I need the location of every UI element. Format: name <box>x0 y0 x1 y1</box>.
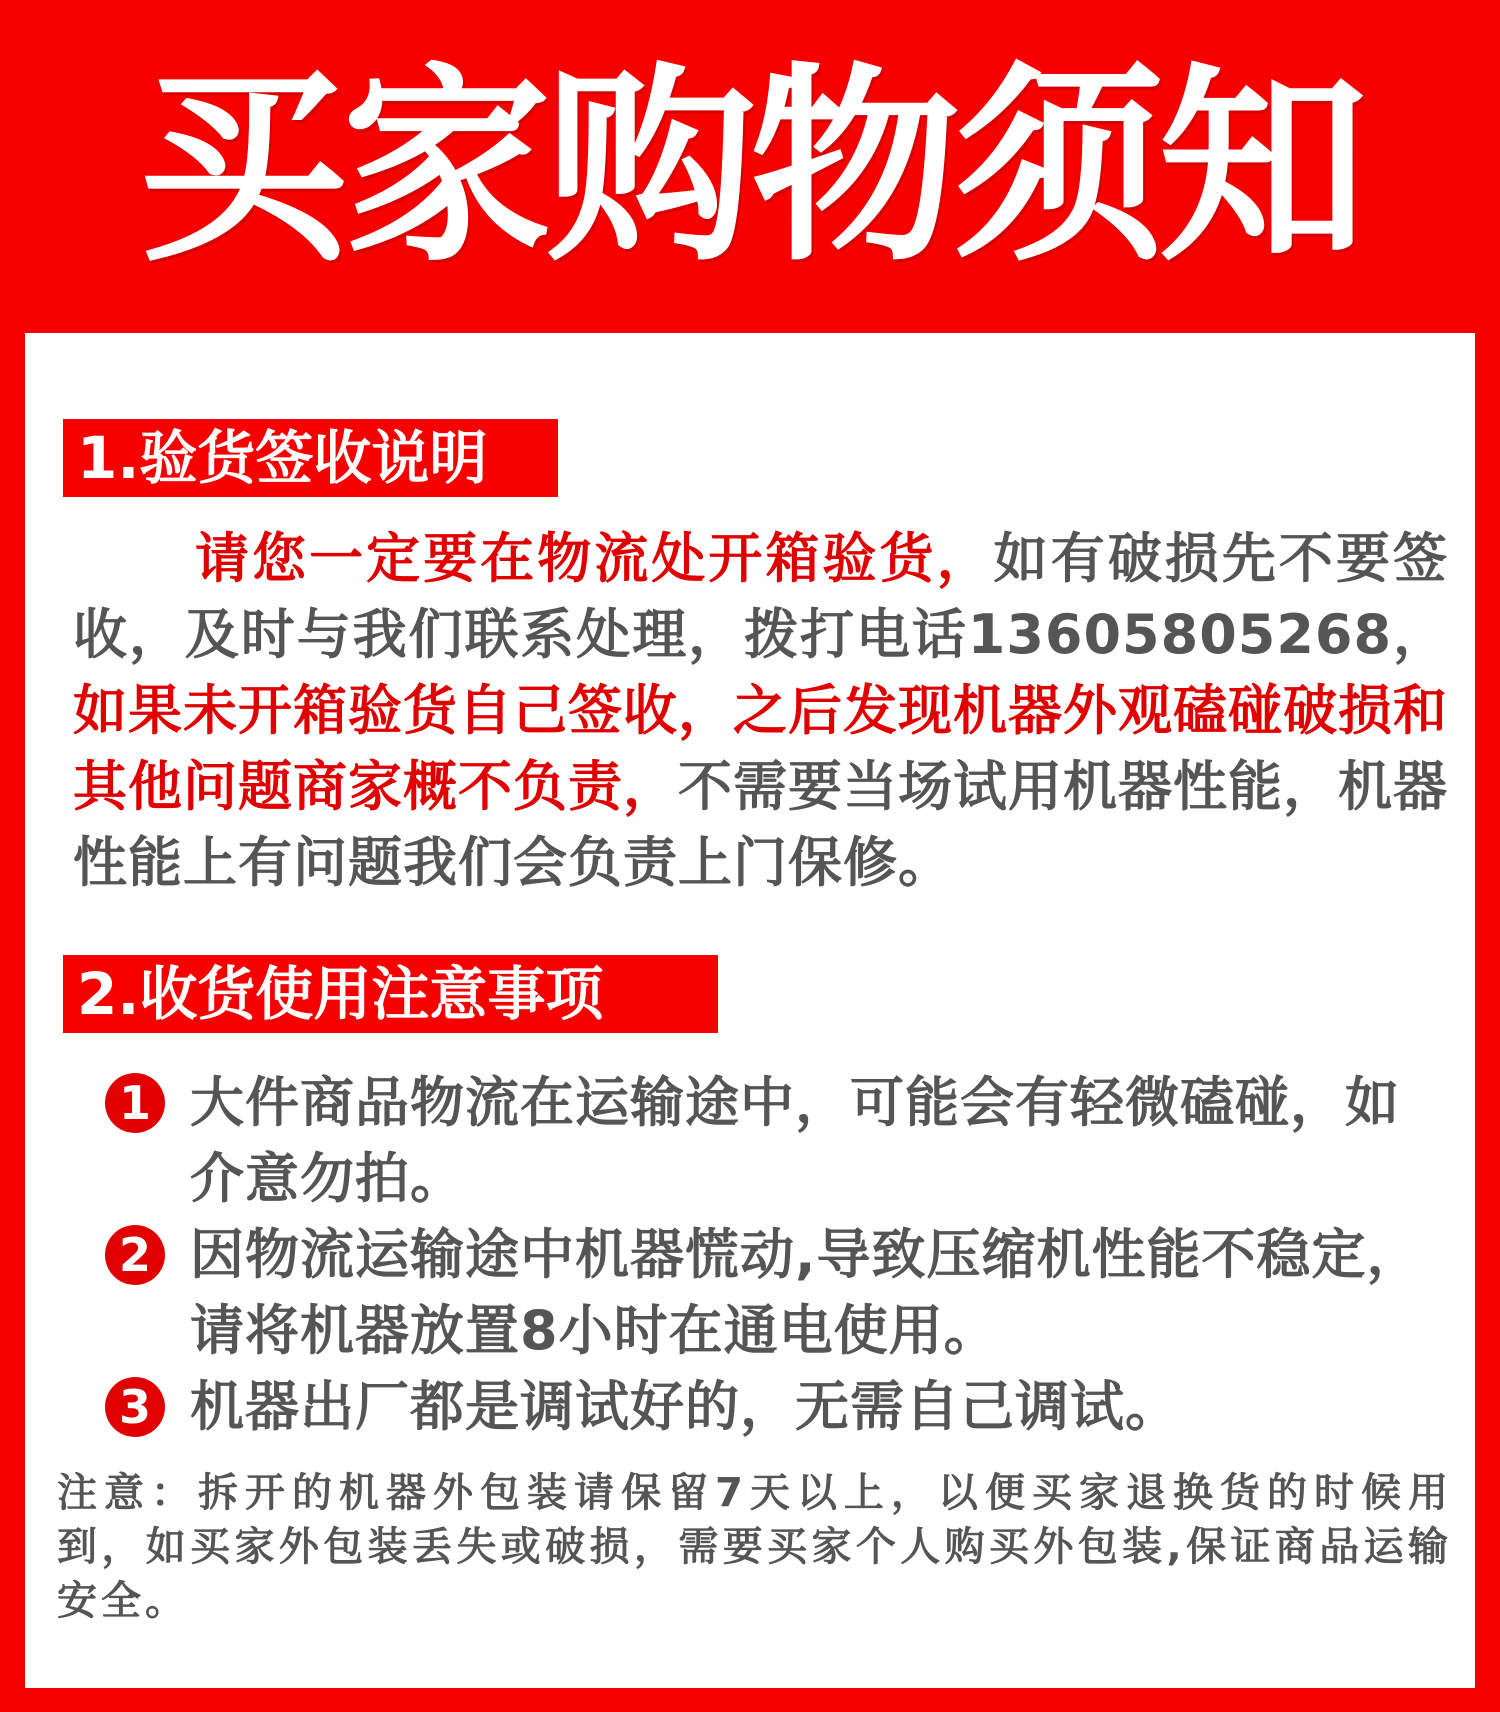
page-title: 买家购物须知 <box>137 43 1362 290</box>
packaging-note: 注意：拆开的机器外包装请保留7天以上，以便买家退换货的时候用到，如买家外包装丢失或破损，需要买家个人购买外包装,保证商品运输安全。 <box>57 1470 1452 1624</box>
number-badge-3: 3 <box>105 1377 165 1437</box>
list-item-text: 大件商品物流在运输途中，可能会有轻微磕碰，如介意勿拍。 <box>190 1071 1400 1210</box>
section-1-header: 1.验货签收说明 <box>63 419 558 497</box>
list-item-text: 因物流运输途中机器慌动,导致压缩机性能不稳定，请将机器放置8小时在通电使用。 <box>190 1223 1422 1362</box>
usage-notes-list <box>105 1065 1445 1445</box>
list-item-text: 机器出厂都是调试好的，无需自己调试。 <box>190 1375 1180 1438</box>
list-item <box>105 1065 1445 1217</box>
list-item <box>105 1217 1445 1369</box>
contact-instructions: 如有破损先不要签收，及时与我们联系处理，拨打电话13605805268， <box>73 527 1449 666</box>
section-2-header: 2.收货使用注意事项 <box>63 955 718 1033</box>
section-1-paragraph <box>73 521 1448 901</box>
inspection-warning: 请您一定要在物流处开箱验货， <box>195 527 994 590</box>
number-badge-1: 1 <box>105 1073 165 1133</box>
warranty-info: 不需要当场试用机器性能，机器性能上有问题我们会负责上门保修。 <box>73 755 1448 894</box>
liability-disclaimer: 如果未开箱验货自己签收，之后发现机器外观磕碰破损和其他问题商家概不负责， <box>73 679 1448 818</box>
notice-panel <box>25 333 1475 1688</box>
number-badge-2: 2 <box>105 1225 165 1285</box>
list-item <box>105 1369 1445 1445</box>
